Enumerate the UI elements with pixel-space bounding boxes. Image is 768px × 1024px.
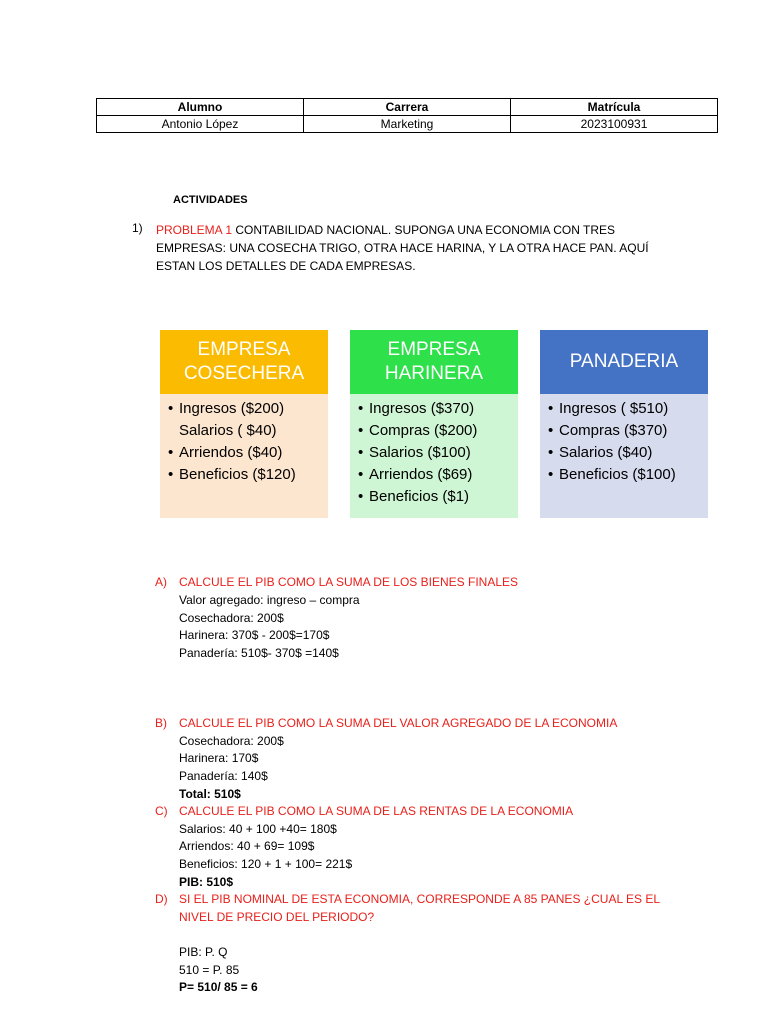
list-item-text: Ingresos ($200) <box>179 400 285 417</box>
question-b-title: CALCULE EL PIB COMO LA SUMA DEL VALOR AGREGADO DE LA ECONOMIA <box>179 716 618 730</box>
card-list <box>358 398 512 508</box>
problem-line-1-text: CONTABILIDAD NACIONAL. SUPONGA UNA ECONOMIA CON TRES <box>232 223 615 237</box>
bullet-icon: • <box>548 400 554 417</box>
header-matricula: Matrícula <box>511 99 718 116</box>
question-d-title-line-1: SI EL PIB NOMINAL DE ESTA ECONOMIA, CORRESPONDE A 85 PANES ¿CUAL ES EL <box>179 892 661 906</box>
answer-d-line-2: 510 = P. 85 <box>179 963 240 977</box>
header-carrera: Carrera <box>304 99 511 116</box>
answer-c-line-2: Arriendos: 40 + 69= 109$ <box>179 839 315 853</box>
list-item <box>548 420 702 442</box>
list-item-text: Ingresos ( $510) <box>559 400 669 417</box>
question-a-label: A) <box>155 575 167 589</box>
list-item <box>168 398 322 420</box>
problem-statement <box>156 221 656 275</box>
bullet-icon: • <box>548 444 554 461</box>
question-d-title-line-2: NIVEL DE PRECIO DEL PERIODO? <box>179 910 375 924</box>
card-empresa-harinera <box>350 330 518 518</box>
list-item <box>358 486 512 508</box>
problem-label: PROBLEMA 1 <box>156 223 233 237</box>
list-item-text: Arriendos ($69) <box>369 466 473 483</box>
bullet-icon: • <box>358 422 364 439</box>
card-title-line-1: EMPRESA <box>197 339 291 360</box>
question-b-label: B) <box>155 716 167 730</box>
answer-c-line-3: Beneficios: 120 + 1 + 100= 221$ <box>179 857 353 871</box>
card-title-line-2: COSECHERA <box>183 363 305 384</box>
card-body <box>350 394 518 518</box>
bullet-icon: • <box>168 400 174 417</box>
card-body <box>160 394 328 518</box>
answer-a-line-2: Cosechadora: 200$ <box>179 611 284 625</box>
list-item <box>168 442 322 464</box>
list-item <box>358 420 512 442</box>
problem-line-1 <box>156 221 656 239</box>
list-item <box>168 420 322 442</box>
list-item <box>358 464 512 486</box>
card-list <box>168 398 322 486</box>
bullet-icon: • <box>358 444 364 461</box>
table-header-row <box>97 99 718 116</box>
card-body <box>540 394 708 518</box>
card-header <box>540 330 708 394</box>
answer-b-line-1: Cosechadora: 200$ <box>179 734 284 748</box>
answer-a-line-3: Harinera: 370$ - 200$=170$ <box>179 628 330 642</box>
list-item <box>358 442 512 464</box>
answer-c-total: PIB: 510$ <box>179 875 234 889</box>
list-item-text: Salarios ($100) <box>369 444 471 461</box>
list-item <box>168 464 322 486</box>
list-item <box>548 442 702 464</box>
answer-b-total: Total: 510$ <box>179 787 241 801</box>
problem-line-2: EMPRESAS: UNA COSECHA TRIGO, OTRA HACE HARINA, Y LA OTRA HACE PAN. AQUÍ <box>156 241 649 255</box>
bullet-icon: • <box>168 444 174 461</box>
cell-matricula: 2023100931 <box>511 116 718 133</box>
question-a-title: CALCULE EL PIB COMO LA SUMA DE LOS BIENES FINALES <box>179 575 518 589</box>
card-panaderia <box>540 330 708 518</box>
question-c-title: CALCULE EL PIB COMO LA SUMA DE LAS RENTAS DE LA ECONOMIA <box>179 804 574 818</box>
bullet-icon: • <box>168 466 174 483</box>
answer-a-line-4: Panadería: 510$- 370$ =140$ <box>179 646 339 660</box>
card-title-line-2: HARINERA <box>384 363 484 384</box>
answer-d-line-1: PIB: P. Q <box>179 945 228 959</box>
list-item-text: Salarios ($40) <box>559 444 653 461</box>
list-item <box>358 398 512 420</box>
section-heading: ACTIVIDADES <box>173 194 248 206</box>
list-item-text: Beneficios ($100) <box>559 466 676 483</box>
card-title-line-1: PANADERIA <box>569 351 679 372</box>
list-item-text: Beneficios ($120) <box>179 466 296 483</box>
list-item-text: Beneficios ($1) <box>369 488 470 505</box>
table-row <box>97 116 718 133</box>
card-title-line-1: EMPRESA <box>387 339 481 360</box>
answer-a-line-1: Valor agregado: ingreso – compra <box>179 593 360 607</box>
card-list <box>548 398 702 486</box>
bullet-icon: • <box>358 400 364 417</box>
bullet-icon: • <box>358 488 364 505</box>
problem-number: 1) <box>132 221 143 235</box>
cell-alumno: Antonio López <box>97 116 304 133</box>
list-item-text: Compras ($370) <box>559 422 668 439</box>
question-c-label: C) <box>155 804 168 818</box>
card-empresa-cosechera <box>160 330 328 518</box>
list-item-text: Salarios ( $40) <box>179 422 277 439</box>
header-alumno: Alumno <box>97 99 304 116</box>
bullet-icon: • <box>358 466 364 483</box>
problem-line-3: ESTAN LOS DETALLES DE CADA EMPRESAS. <box>156 259 416 273</box>
list-item-text: Ingresos ($370) <box>369 400 475 417</box>
answer-c-line-1: Salarios: 40 + 100 +40= 180$ <box>179 822 337 836</box>
list-item <box>548 398 702 420</box>
list-item <box>548 464 702 486</box>
list-item-text: Compras ($200) <box>369 422 478 439</box>
bullet-icon: • <box>548 422 554 439</box>
answer-b-line-3: Panadería: 140$ <box>179 769 268 783</box>
cell-carrera: Marketing <box>304 116 511 133</box>
list-item-text: Arriendos ($40) <box>179 444 283 461</box>
answer-d-total: P= 510/ 85 = 6 <box>179 980 258 994</box>
answer-b-line-2: Harinera: 170$ <box>179 751 259 765</box>
question-d-label: D) <box>155 892 168 906</box>
student-info-table <box>96 98 718 133</box>
bullet-icon: • <box>548 466 554 483</box>
card-header <box>350 330 518 394</box>
card-header <box>160 330 328 394</box>
